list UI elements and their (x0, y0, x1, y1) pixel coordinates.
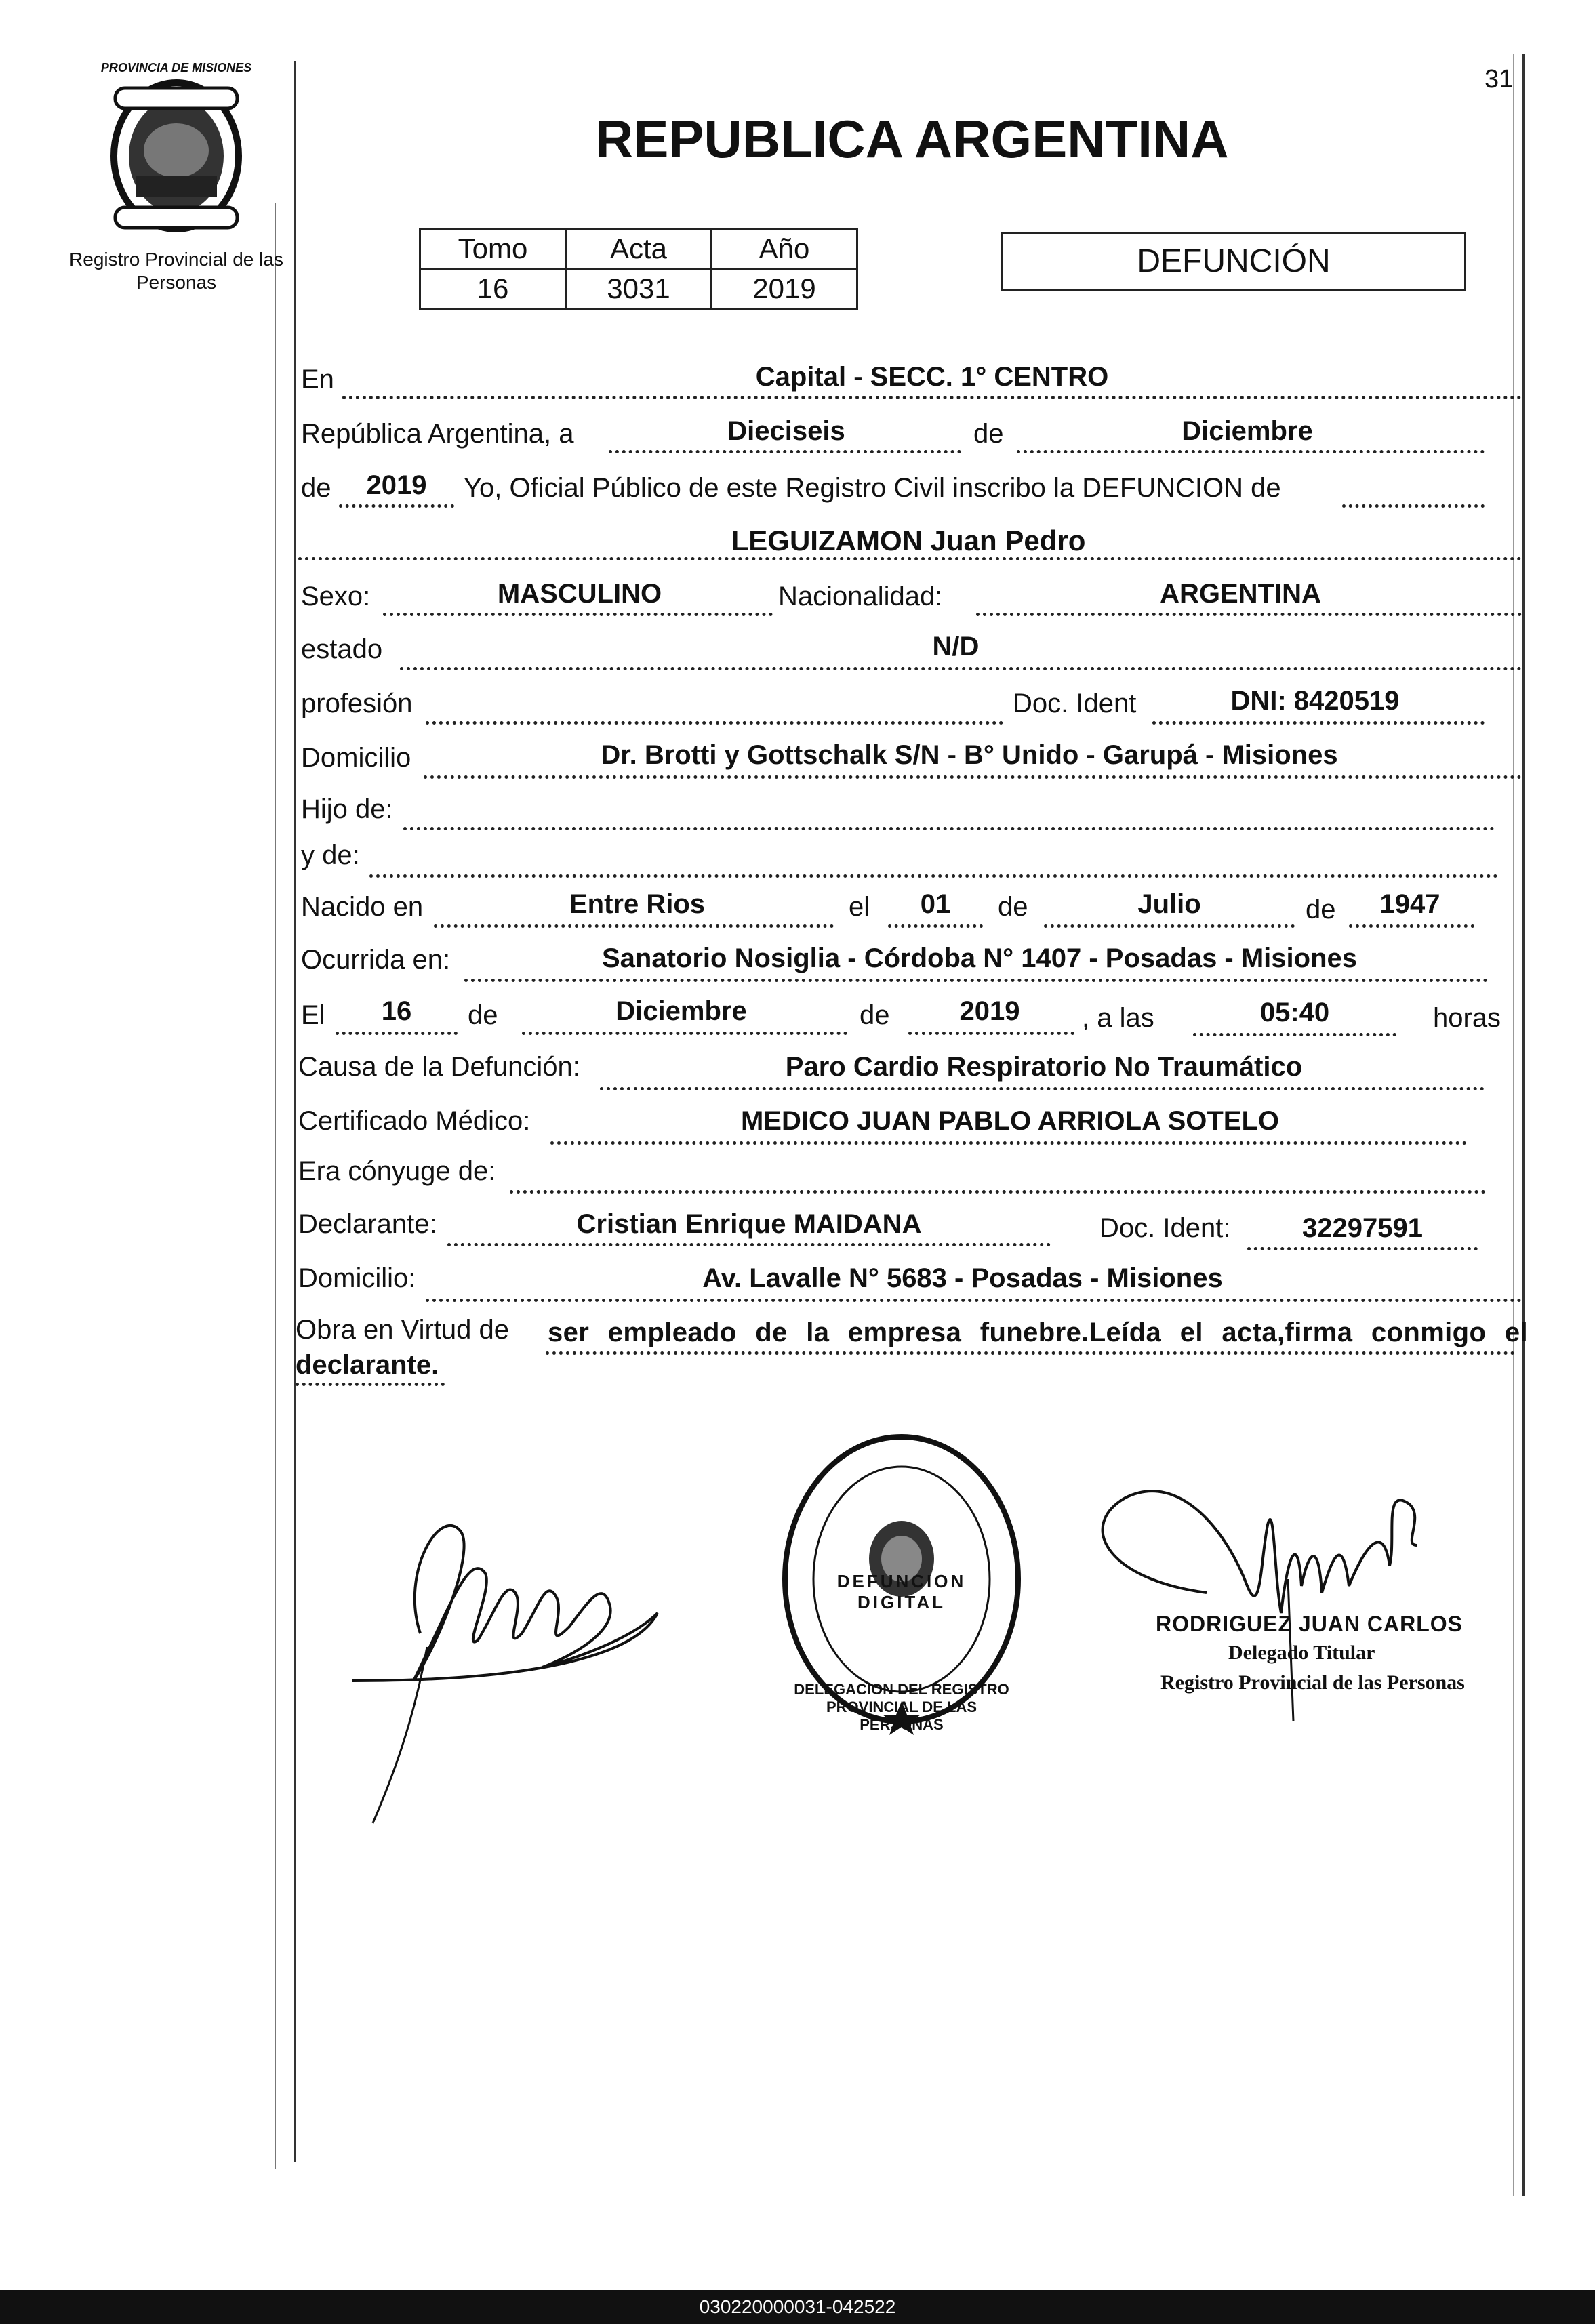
fecha-day-dots (336, 1032, 458, 1035)
profesion-label: profesión (301, 689, 413, 718)
deceased-dots (298, 557, 1522, 560)
domicilio-value: Dr. Brotti y Gottschalk S/N - B° Unido - Garupá - Misiones (601, 740, 1338, 770)
nacido-de2: de (1306, 895, 1336, 924)
right-border-inner (1513, 54, 1514, 2196)
certificado-value: MEDICO JUAN PABLO ARRIOLA SOTELO (740, 1106, 1280, 1136)
official-title: Delegado Titular (1228, 1642, 1375, 1664)
obra-label: Obra en Virtud de (296, 1315, 510, 1345)
left-margin-line-2 (275, 203, 276, 2169)
domicilio2-dots (426, 1299, 1522, 1302)
record-table (419, 228, 858, 310)
document-id-bar: 030220000031-042522 (0, 2290, 1595, 2324)
fecha-time: 05:40 (1259, 998, 1330, 1027)
obra-value-2-dots (296, 1383, 445, 1386)
nacido-month-dots (1044, 924, 1295, 928)
hijo-de-label: Hijo de: (301, 794, 393, 824)
record-type-box: DEFUNCIÓN (1001, 232, 1466, 291)
domicilio-label: Domicilio (301, 743, 411, 773)
causa-value: Paro Cardio Respiratorio No Traumático (785, 1052, 1303, 1082)
fecha-de2: de (860, 1000, 890, 1030)
en-dots (342, 396, 1522, 399)
obra-value: ser empleado de la empresa funebre.Leída el acta,firma conmigo el (548, 1318, 1529, 1347)
nacido-place: Entre Rios (569, 889, 706, 919)
declarante-dots (447, 1243, 1051, 1246)
page-number: 31 (1485, 65, 1514, 94)
right-border (1522, 54, 1525, 2196)
causa-label: Causa de la Defunción: (298, 1052, 580, 1082)
y-de-label: y de: (301, 840, 360, 870)
declarante-doc-dots (1247, 1247, 1478, 1250)
domicilio-dots (424, 775, 1522, 779)
doc-ident-value: DNI: 8420519 (1230, 686, 1400, 716)
declarante-doc: 32297591 (1302, 1213, 1423, 1243)
day-value: Dieciseis (727, 416, 845, 446)
fecha-de1: de (468, 1000, 498, 1030)
registry-name: Registro Provincial de las Personas (69, 249, 283, 293)
sexo-label: Sexo: (301, 582, 371, 611)
ocurrida-dots (464, 979, 1488, 982)
seal-text: PROVINCIA DE MISIONES (100, 61, 252, 75)
declarante-value: Cristian Enrique MAIDANA (576, 1209, 922, 1239)
tomo-value: 16 (420, 269, 566, 309)
fecha-year-dots (908, 1032, 1074, 1035)
nacido-el: el (849, 892, 870, 922)
certificado-dots (550, 1141, 1467, 1145)
provincial-seal-icon (102, 75, 251, 237)
fecha-a-las: , a las (1082, 1003, 1154, 1033)
year-dots (339, 504, 454, 508)
inscribo-text: Yo, Oficial Público de este Registro Civil inscribo la DEFUNCION de (464, 473, 1281, 503)
declarant-signature (339, 1477, 719, 1830)
acta-label: Acta (566, 229, 712, 269)
obra-dots (546, 1351, 1515, 1355)
fecha-month-dots (522, 1032, 847, 1035)
estado-dots (400, 667, 1522, 670)
doc-ident-label: Doc. Ident (1013, 689, 1137, 718)
de-label-2: de (301, 473, 331, 503)
deceased-name: LEGUIZAMON Juan Pedro (731, 525, 1086, 556)
fecha-month: Diciembre (615, 996, 747, 1026)
profesion-dots (426, 721, 1003, 725)
left-margin-line (294, 61, 296, 2162)
fecha-el: El (301, 1000, 325, 1030)
declarante-label: Declarante: (298, 1209, 437, 1239)
nacionalidad-dots (976, 613, 1522, 616)
fecha-day: 16 (381, 996, 412, 1026)
year-value: 2019 (366, 470, 427, 500)
inscribo-dots (1342, 504, 1485, 508)
estado-value: N/D (932, 632, 980, 661)
causa-dots (600, 1087, 1485, 1090)
conyuge-label: Era cónyuge de: (298, 1156, 496, 1186)
page-title: REPUBLICA ARGENTINA (595, 109, 1229, 169)
nacido-year: 1947 (1379, 889, 1440, 919)
month-value: Diciembre (1182, 416, 1313, 446)
tomo-label: Tomo (420, 229, 566, 269)
stamp-outer-text: DELEGACION DEL REGISTRO PROVINCIAL DE LAS PERSONAS (794, 1681, 1009, 1733)
fecha-time-dots (1193, 1033, 1396, 1036)
nacido-month: Julio (1137, 889, 1201, 919)
nacido-de1: de (998, 892, 1028, 922)
certificado-label: Certificado Médico: (298, 1106, 531, 1136)
ano-value: 2019 (712, 269, 857, 309)
ocurrida-label: Ocurrida en: (301, 945, 451, 975)
fecha-horas: horas (1433, 1003, 1501, 1033)
en-value: Capital - SECC. 1° CENTRO (755, 362, 1109, 392)
nacido-place-dots (434, 924, 834, 928)
domicilio2-label: Domicilio: (298, 1263, 416, 1293)
hijo-de-dots (403, 827, 1495, 830)
fecha-year: 2019 (959, 996, 1020, 1026)
ocurrida-value: Sanatorio Nosiglia - Córdoba N° 1407 - Posadas - Misiones (601, 943, 1358, 973)
de-label-1: de (973, 419, 1004, 449)
estado-label: estado (301, 634, 383, 664)
acta-value: 3031 (566, 269, 712, 309)
stamp-inner-text: DEFUNCION DIGITAL (836, 1571, 967, 1612)
nacido-day: 01 (920, 889, 951, 919)
domicilio2-value: Av. Lavalle N° 5683 - Posadas - Misiones (702, 1263, 1223, 1293)
day-dots (609, 450, 961, 453)
sexo-dots (383, 613, 773, 616)
nacido-year-dots (1349, 924, 1474, 928)
doc-ident-dots (1152, 721, 1485, 725)
nacido-label: Nacido en (301, 892, 424, 922)
nacido-day-dots (888, 924, 983, 928)
en-label: En (301, 365, 334, 394)
month-dots (1017, 450, 1485, 453)
nacionalidad-label: Nacionalidad: (778, 582, 943, 611)
conyuge-dots (510, 1190, 1486, 1194)
ano-label: Año (712, 229, 857, 269)
nacionalidad-value: ARGENTINA (1160, 579, 1321, 609)
declarante-doc-label: Doc. Ident: (1099, 1213, 1231, 1243)
official-office: Registro Provincial de las Personas (1160, 1671, 1465, 1694)
official-name: RODRIGUEZ JUAN CARLOS (1156, 1612, 1463, 1636)
y-de-dots (369, 874, 1498, 878)
obra-value-2: declarante. (296, 1350, 439, 1380)
republica-label: República Argentina, a (301, 419, 574, 449)
sexo-value: MASCULINO (497, 579, 662, 609)
